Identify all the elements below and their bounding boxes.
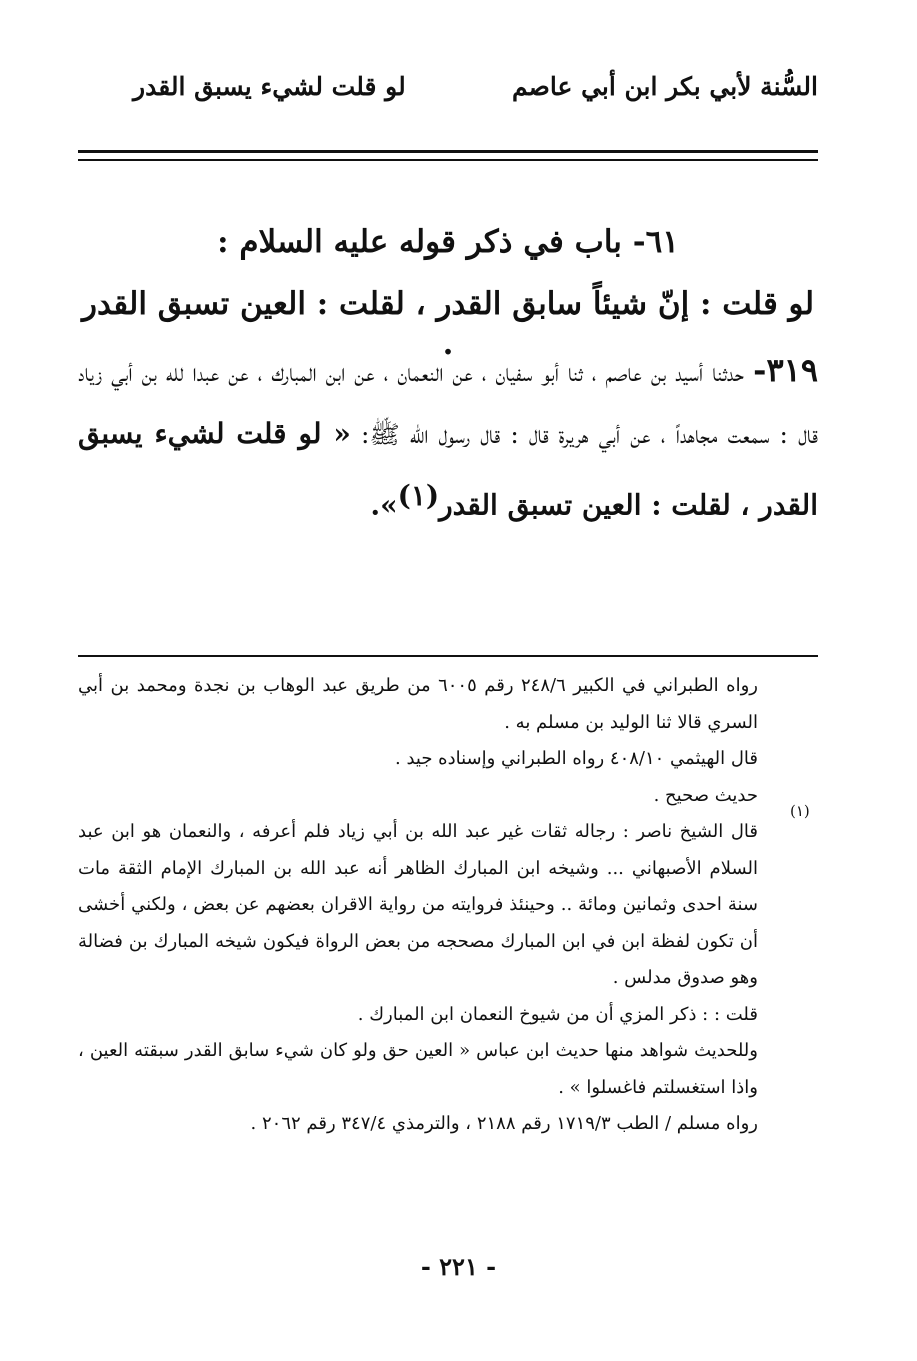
footnote-line: رواه الطبراني في الكبير ٢٤٨/٦ رقم ٦٠٠٥ من طريق عبد الوهاب بن نجدة ومحمد بن أبي السري قالا ثنا الوليد بن مسلم به . (78, 675, 758, 733)
page-number: - ٢٢١ - (420, 1252, 497, 1281)
footnote-line: قلت : : ذكر المزي أن من شيوخ النعمان ابن المبارك . (357, 1003, 758, 1025)
header-rule-thick (78, 150, 818, 153)
footnote-line: وللحديث شواهد منها حديث ابن عباس « العين حق ولو كان شيء سابق القدر سبقته العين ، واذا استغسلتم فاغسلوا » . (78, 1040, 758, 1098)
book-title: السُّنة لأبي بكر ابن أبي عاصم (511, 72, 818, 101)
hadith-number: ٣١٩- (753, 351, 818, 389)
hadith-closing: ». (370, 488, 398, 522)
footnote-line: حديث صحيح . (653, 784, 758, 806)
footnote-block (78, 668, 758, 1143)
section-title: لو قلت لشيء يسبق القدر (133, 72, 406, 101)
footnote-divider (78, 655, 818, 657)
chapter-heading: ٦١- باب في ذكر قوله عليه السلام : (217, 224, 679, 260)
running-header (78, 72, 818, 122)
hadith-paragraph (78, 340, 818, 536)
header-rule-thin (78, 159, 818, 161)
footnote-line: قال الشيخ ناصر : رجاله ثقات غير عبد الله بن أبي زياد فلم أعرفه ، والنعمان هو ابن عبد السلام الأصبهاني ... وشيخه ابن المبارك الظاهر أنه عبد الله بن المبارك الإمام الثقة مات سنة احدى وثمانين ومائة .. وحينئذ فروايته من رواية الاقران بعضهم عن بعض ، ولكني أخشى أن تكون لفظة ابن في ابن المبارك مصحجه من بعض الرواة فيكون شيخه المبارك بن فضالة وهو صدوق مدلس . (78, 821, 758, 988)
hadith-quote: « لو قلت لشيء يسبق القدر ، لقلت : العين تسبق القدر (78, 417, 818, 522)
footnote-marker: (١) (790, 802, 810, 820)
footnote-line: قال الهيثمي ٤٠٨/١٠ رواه الطبراني وإسناده جيد . (395, 748, 758, 769)
footnote-line: رواه مسلم / الطب ١٧١٩/٣ رقم ٢١٨٨ ، والترمذي ٣٤٧/٤ رقم ٢٠٦٢ . (250, 1113, 758, 1134)
hadith-isnad: حدثنا أسيد بن عاصم ، ثنا أبو سفيان ، عن النعمان ، عن ابن المبارك ، عن عبدا لله بن أبي زياد قال : سمعت مجاهداً ، عن أبي هريرة قال : قال رسول الله ﷺ: (78, 358, 818, 449)
footnote-reference: (١) (397, 479, 440, 512)
chapter-subtitle: لو قلت : إنّ شيئاً سابق القدر ، لقلت : العين تسبق القدر . (81, 286, 815, 362)
